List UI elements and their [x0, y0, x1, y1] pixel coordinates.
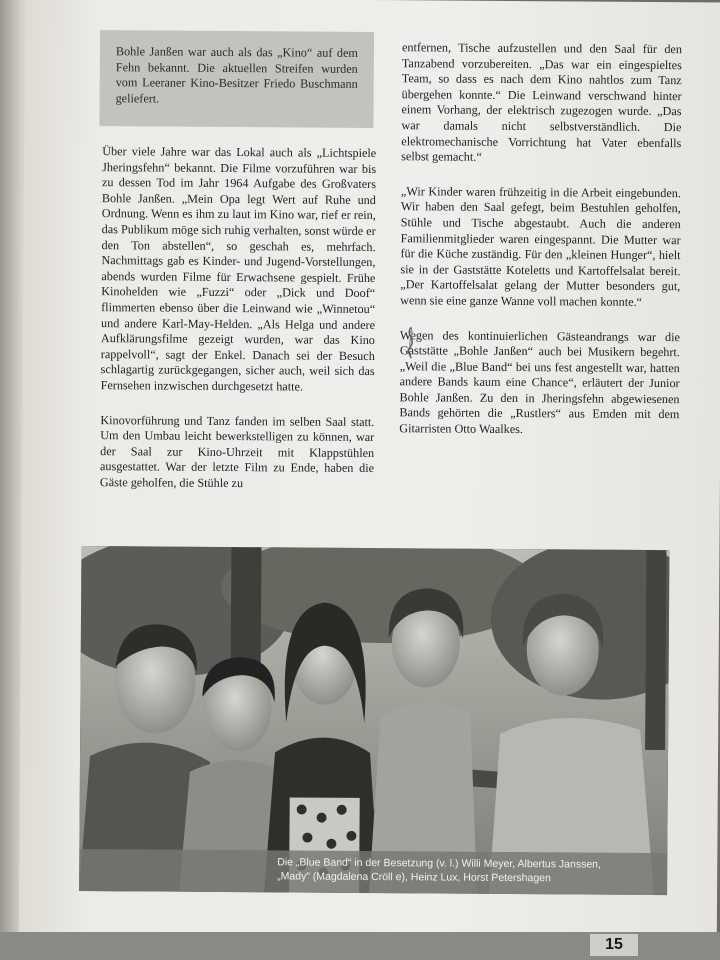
band-photo-image [79, 546, 669, 895]
right-column [399, 40, 682, 458]
callout-text: Bohle Janßen war auch als das „Kino“ auf dem Fehn bekannt. Die aktuellen Streifen wurden vom Leeraner Kino-Besitzer Friedo Buschmann geliefert. [115, 44, 358, 106]
caption-line-2: „Mady“ (Magdalena Cröll e), Heinz Lux, Horst Petershagen [277, 870, 551, 885]
caption-line-1: Die „Blue Band“ in der Besetzung (v. l.) Willi Meyer, Albertus Janssen, [277, 856, 602, 871]
right-paragraph-3: Wegen des kontinuierlichen Gästeandrangs war die Gaststätte „Bohle Janßen“ auch bei Musikern begehrt. „Weil die „Blue Band“ bei uns fest angestellt war, hatten andere Bands kaum eine Chance“, erläutert der Junior Bohle Janßen. Zu den in Jheringsfehn abgewiesenen Bands gehörten die „Rustlers“ aus Emden mit dem Gitarristen Otto Waalkes. [399, 327, 681, 437]
footer-bar [0, 932, 720, 960]
callout-box [99, 30, 374, 128]
photo-caption [79, 849, 667, 895]
left-column [100, 144, 377, 511]
right-paragraph-1: entfernen, Tische aufzustellen und den Saal für den Tanzabend vorzubereiten. „Das war ein eingespieltes Team, so dass es nach dem Kino nahtlos zum Tanz übergehen konnte.“ Die Leinwand verschwand hinter einem Vorhang, der elektrisch zugezogen wurde. „Das war damals nicht selbstverständlich. Die elektromechanische Vorrichtung hat Vater ebenfalls selbst gemacht.“ [401, 40, 683, 164]
decorative-swirl-icon [403, 325, 419, 359]
band-photo [79, 546, 669, 895]
left-paragraph-1: Über viele Jahre war das Lokal auch als „Lichtspiele Jheringsfehn“ bekannt. Die Filme vorzuführen war bis zu dessen Tod im Jahr 1964 Aufgabe des Großvaters Bohle Janßen. „Mein Opa legt Wert auf Ruhe und Ordnung. Wenn es ihm zu laut im Kino war, rief er rein, das Publikum möge sich ruhig verhalten, sonst würde er den Ton abstellen“, so geschah es, mehrfach. Nachmittags gab es Kinder- und Jugend-Vorstellungen, abends wurden Filme für Erwachsene gespielt. Frühe Kinohelden wie „Fuzzi“ oder „Dick und Doof“ flimmerten ebenso über die Leinwand wie „Winnetou“ und andere Karl-May-Helden. „Als Helga und andere Aufklärungsfilme gezeigt wurden, war das Kino rappelvoll“, sagt der Enkel. Danach sei der Besuch schlagartig zurückgegangen, sicher auch, weil sich das Fernsehen inzwischen durchgesetzt hatte. [100, 144, 377, 394]
page-number: 15 [590, 934, 638, 956]
book-page [19, 0, 720, 947]
left-paragraph-2: Kinovorführung und Tanz fanden im selben Saal statt. Um den Umbau leicht bewerkstelligen zu können, war der Saal zur Kino-Uhrzeit mit Klappstühlen ausgestattet. War der letzte Film zu Ende, haben die Gäste geholfen, die Stühle zu [99, 412, 375, 490]
right-paragraph-2: „Wir Kinder waren frühzeitig in die Arbeit eingebunden. Wir haben den Saal gefegt, beim Bestuhlen geholfen, Stühle und Tische abgestaubt. Auch die anderen Familienmitglieder waren eingespannt. Die Mutter war für die Küche zuständig. Für den „kleinen Hunger“, hielt sie in der Gaststätte Koteletts und Kartoffelsalat bereit. „Der Kartoffelsalat gelang der Mutter besonders gut, wenn sie eine ganze Wanne voll machen konnte.“ [400, 183, 682, 309]
